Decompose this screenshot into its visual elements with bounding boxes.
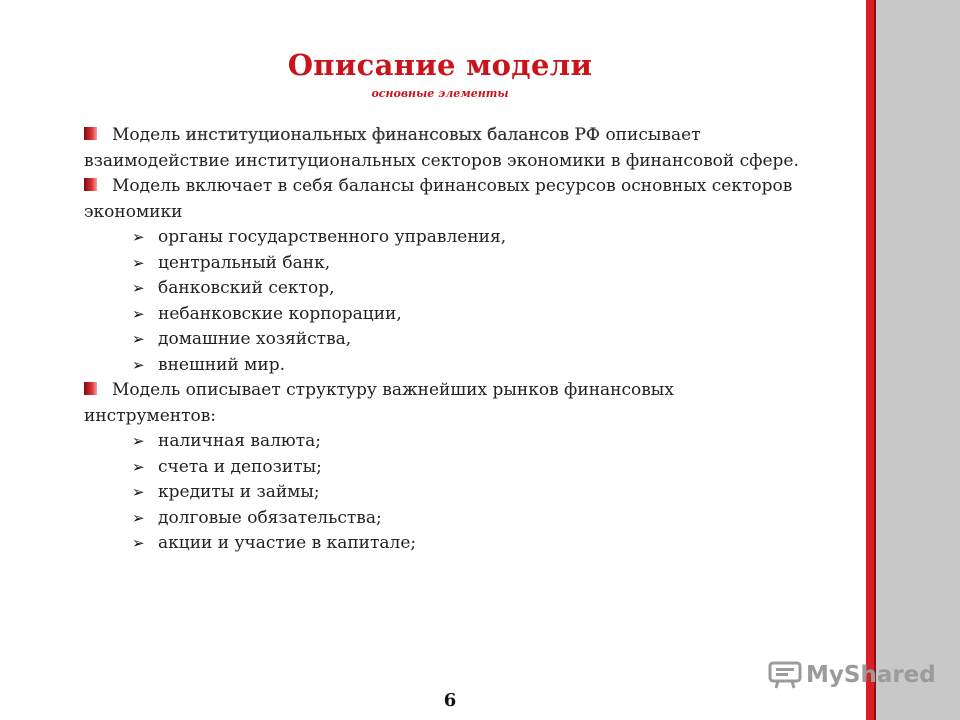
arrow-bullet-icon: ➢ bbox=[132, 330, 145, 348]
arrow-bullet-icon: ➢ bbox=[132, 483, 145, 501]
myshared-logo-text: MyShared bbox=[806, 662, 936, 688]
list-item: ➢ долговые обязательства; bbox=[132, 506, 804, 532]
paragraph-1-highlight: институциональных финансовых балансов РФ bbox=[185, 125, 601, 145]
paragraph-1-pre: Модель bbox=[112, 125, 186, 145]
arrow-bullet-icon: ➢ bbox=[132, 304, 145, 323]
red-square-bullet-icon bbox=[84, 127, 97, 140]
list-item: ➢ наличная валюта; bbox=[132, 429, 804, 455]
red-square-bullet-icon bbox=[84, 178, 97, 191]
paragraph-1-post: описывает взаимодействие институциональных секторов экономики в финансовой сфере. bbox=[84, 125, 799, 171]
arrow-bullet-icon: ➢ bbox=[132, 279, 145, 297]
list-item: ➢ небанковские корпорации, bbox=[132, 302, 804, 328]
list-item: ➢ счета и депозиты; bbox=[132, 455, 804, 481]
slide-content bbox=[84, 123, 804, 557]
list-item: ➢ кредиты и займы; bbox=[132, 480, 804, 506]
right-side-panel bbox=[866, 0, 960, 720]
bullet-paragraph-2 bbox=[84, 174, 804, 225]
arrow-bullet-icon: ➢ bbox=[132, 228, 145, 246]
myshared-logo-icon bbox=[768, 660, 802, 690]
myshared-logo[interactable] bbox=[768, 657, 936, 693]
list-item: ➢ внешний мир. bbox=[132, 353, 804, 379]
arrow-bullet-icon: ➢ bbox=[132, 253, 145, 272]
arrow-bullet-icon: ➢ bbox=[132, 432, 145, 450]
slide-subtitle: основные элементы bbox=[371, 87, 509, 100]
bullet-paragraph-3 bbox=[84, 378, 804, 429]
right-red-stripe-shadow bbox=[874, 0, 876, 720]
list-item: ➢ домашние хозяйства, bbox=[132, 327, 804, 353]
list-item: ➢ органы государственного управления, bbox=[132, 225, 804, 251]
paragraph-3-text: Модель описывает структуру важнейших рынков финансовых инструментов: bbox=[84, 380, 674, 426]
arrow-bullet-icon: ➢ bbox=[132, 355, 145, 374]
red-square-bullet-icon bbox=[84, 382, 97, 395]
arrow-bullet-icon: ➢ bbox=[132, 508, 145, 527]
paragraph-2-text: Модель включает в себя балансы финансовых ресурсов основных секторов экономики bbox=[84, 176, 793, 222]
arrow-bullet-icon: ➢ bbox=[132, 457, 145, 476]
page-number: 6 bbox=[443, 690, 457, 711]
arrow-bullet-icon: ➢ bbox=[132, 534, 145, 552]
slide-title: Описание модели bbox=[287, 48, 593, 82]
list-item: ➢ акции и участие в капитале; bbox=[132, 531, 804, 557]
right-red-stripe bbox=[866, 0, 874, 720]
list-item: ➢ центральный банк, bbox=[132, 251, 804, 277]
instruments-list bbox=[84, 429, 804, 557]
sectors-list bbox=[84, 225, 804, 378]
list-item: ➢ банковский сектор, bbox=[132, 276, 804, 302]
bullet-paragraph-1 bbox=[84, 123, 804, 174]
